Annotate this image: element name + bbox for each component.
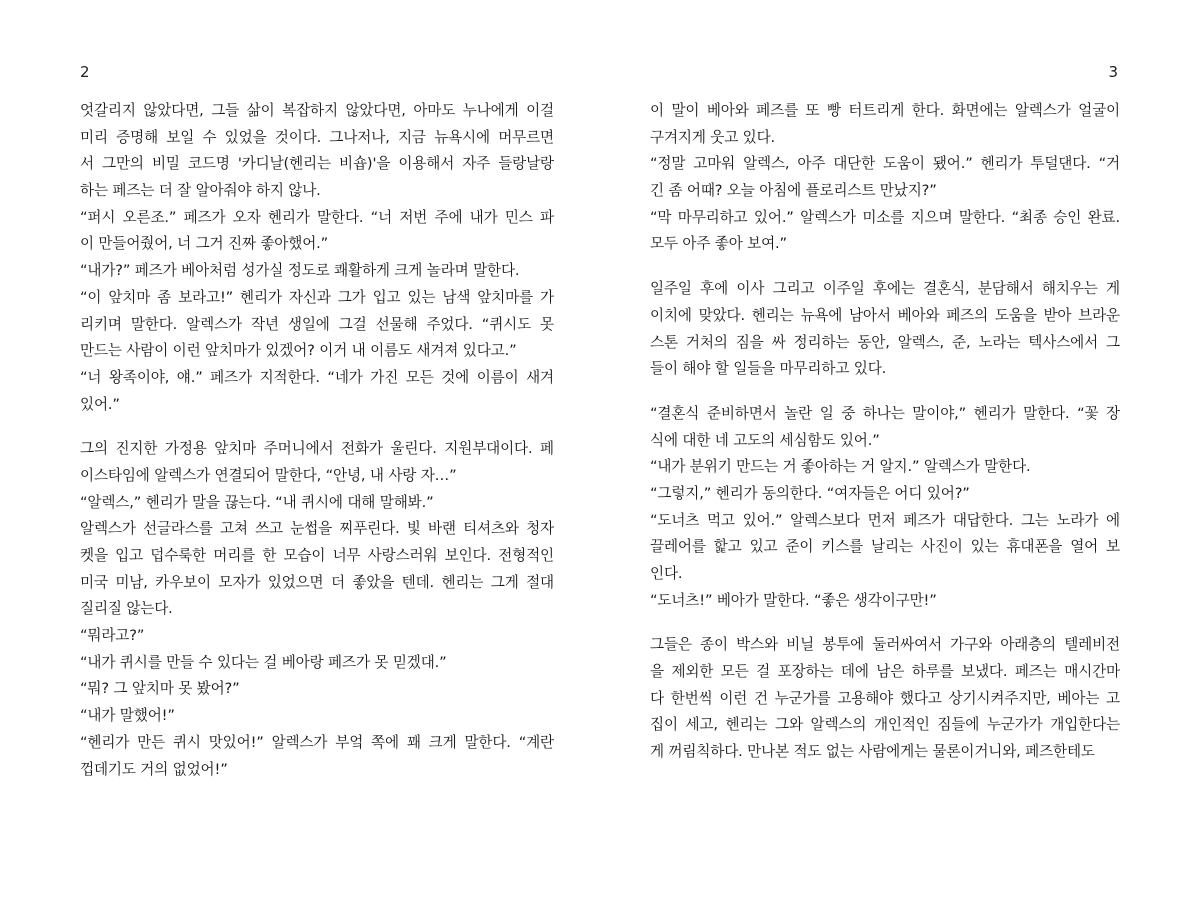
text-line: 이 말이 베아와 페즈를 또 빵 터트리게 한다. 화면에는 알렉스가 얼굴이 — [650, 102, 1120, 119]
paragraph — [80, 285, 554, 365]
text-line: 하는 페즈는 더 잘 알아줘야 하지 않나. — [80, 182, 321, 200]
text-line: “알렉스,” 헨리가 말을 끊는다. “내 퀴시에 대해 말해봐.” — [80, 493, 434, 511]
text-line: “이 앞치마 좀 보라고!” 헨리가 자신과 그가 입고 있는 남색 앞치마를 가 — [80, 288, 554, 306]
text-line: 스톤 거처의 짐을 싸 정리하는 동안, 알렉스, 준, 노라는 텍사스에서 그 — [650, 333, 1120, 351]
right-page-text — [650, 98, 1120, 766]
text-line: “뭐? 그 앞치마 못 봤어?” — [80, 680, 240, 698]
text-line: 다 한번씩 이런 건 누군가를 고용해야 했다고 상기시켜주지만, 베아는 고 — [650, 689, 1120, 707]
text-line: “헨리가 만든 퀴시 맛있어!” 알렉스가 부엌 쪽에 꽤 크게 말한다. “계란 — [80, 733, 554, 751]
paragraph — [650, 205, 1120, 258]
text-line: 긴 좀 어때? 오늘 아침에 플로리스트 만났지?” — [650, 182, 937, 200]
text-line: 끌레어를 핥고 있고 준이 키스를 날리는 사진이 있는 휴대폰을 열어 보 — [650, 538, 1120, 556]
paragraph — [650, 276, 1120, 383]
text-line: “내가?” 페즈가 베아처럼 성가실 정도로 쾌활하게 크게 놀라며 말한다. — [80, 262, 520, 280]
text-line: 있어.” — [80, 395, 120, 413]
text-line: 이치에 맞았다. 헨리는 뉴욕에 남아서 베아와 페즈의 도움을 받아 브라운 — [650, 306, 1120, 324]
paragraph-gap — [650, 614, 1120, 632]
paragraph — [80, 205, 554, 258]
text-line: 켓을 입고 덥수룩한 머리를 한 모습이 너무 사랑스러워 보인다. 전형적인 — [80, 547, 554, 564]
text-line: 만드는 사람이 이런 앞치마가 있겠어? 이거 내 이름도 새겨져 있다고.” — [80, 342, 517, 360]
text-line: 이 만들어줬어, 너 그거 진짜 좋아했어.” — [80, 235, 329, 253]
text-line: 리키며 말한다. 알렉스가 작년 생일에 그걸 선물해 주었다. “퀴시도 못 — [80, 315, 554, 333]
text-line: 들이 해야 할 일들을 마무리하고 있다. — [650, 360, 887, 378]
text-line: 서 그만의 비밀 코드명 '카디날(헨리는 비숍)'을 이용해서 자주 들랑날랑 — [80, 155, 554, 173]
text-line: 껍데기도 거의 없었어!” — [80, 760, 228, 778]
paragraph — [80, 650, 554, 677]
paragraph — [650, 508, 1120, 588]
paragraph — [650, 632, 1120, 765]
text-line: “막 마무리하고 있어.” 알렉스가 미소를 지으며 말한다. “최종 승인 완료. — [650, 208, 1120, 226]
paragraph — [80, 730, 554, 783]
paragraph — [650, 401, 1120, 454]
text-line: 일주일 후에 이사 그리고 이주일 후에는 결혼식, 분담해서 해치우는 게 — [650, 280, 1120, 298]
page-number-right: 3 — [1108, 63, 1118, 81]
paragraph — [80, 516, 554, 623]
text-line: “내가 분위기 만드는 거 좋아하는 거 알지.” 알렉스가 말한다. — [650, 458, 1031, 476]
paragraph — [650, 481, 1120, 508]
text-line: 모두 아주 좋아 보여.” — [650, 235, 787, 253]
paragraph — [80, 676, 554, 703]
text-line: “도너츠!” 베아가 말한다. “좋은 생각이구만!” — [650, 591, 937, 609]
text-line: 을 제외한 모든 걸 포장하는 데에 남은 하루를 보냈다. 페즈는 매시간마 — [650, 663, 1120, 681]
text-line: 엇갈리지 않았다면, 그들 삶이 복잡하지 않았다면, 아마도 누나에게 이걸 — [80, 102, 554, 119]
text-line: 알렉스가 선글라스를 고쳐 쓰고 눈썹을 찌푸린다. 빛 바랜 티셔츠와 청자 — [80, 520, 554, 538]
text-line: 미국 미남, 카우보이 모자가 있었으면 더 좋았을 텐데. 헨리는 그게 절대 — [80, 573, 554, 591]
paragraph-gap — [650, 383, 1120, 401]
text-line: “그렇지,” 헨리가 동의한다. “여자들은 어디 있어?” — [650, 484, 970, 502]
paragraph-gap — [650, 258, 1120, 276]
paragraph — [80, 490, 554, 517]
paragraph — [80, 703, 554, 730]
paragraph-gap — [80, 418, 554, 436]
paragraph — [650, 98, 1120, 151]
paragraph — [80, 258, 554, 285]
text-line: “너 왕족이야, 얘.” 페즈가 지적한다. “네가 가진 모든 것에 이름이 새겨 — [80, 368, 554, 386]
text-line: “도너츠 먹고 있어.” 알렉스보다 먼저 페즈가 대답한다. 그는 노라가 에 — [650, 511, 1120, 529]
paragraph — [80, 623, 554, 650]
text-line: 집이 세고, 헨리는 그와 알렉스의 개인적인 짐들에 누군가가 개입한다는 — [650, 716, 1120, 734]
text-line: 식에 대한 네 고도의 세심함도 있어.” — [650, 431, 880, 449]
text-line: 미리 증명해 보일 수 있었을 것이다. 그나저나, 지금 뉴욕시에 머무르면 — [80, 128, 554, 146]
left-page-text — [80, 98, 554, 783]
text-line: 이스타임에 알렉스가 연결되어 말한다, “안녕, 내 사랑 자…” — [80, 466, 457, 484]
paragraph — [80, 98, 554, 205]
text-line: “결혼식 준비하면서 놀란 일 중 하나는 말이야,” 헨리가 말한다. “꽃 장 — [650, 404, 1120, 422]
text-line: “퍼시 오른조.” 페즈가 오자 헨리가 말한다. “너 저번 주에 내가 민스 파 — [80, 208, 554, 226]
text-line: 그의 진지한 가정용 앞치마 주머니에서 전화가 울린다. 지원부대이다. 페 — [80, 440, 554, 458]
paragraph — [80, 436, 554, 489]
page-number-left: 2 — [80, 63, 90, 81]
text-line: 인다. — [650, 565, 683, 582]
text-line: 구겨지게 웃고 있다. — [650, 128, 776, 146]
text-line: 질리질 않는다. — [80, 600, 173, 618]
right-page — [600, 0, 1200, 898]
paragraph — [650, 151, 1120, 204]
text-line: “정말 고마워 알렉스, 아주 대단한 도움이 됐어.” 헨리가 투덜댄다. “거 — [650, 155, 1120, 173]
paragraph — [650, 588, 1120, 615]
paragraph — [650, 454, 1120, 481]
text-line: 그들은 종이 박스와 비닐 봉투에 둘러싸여서 가구와 아래층의 텔레비전 — [650, 636, 1120, 654]
text-line: “뭐라고?” — [80, 627, 145, 645]
text-line: “내가 퀴시를 만들 수 있다는 걸 베아랑 페즈가 못 믿겠대.” — [80, 653, 447, 671]
text-line: “내가 말했어!” — [80, 707, 175, 725]
text-line: 게 꺼림칙하다. 만나본 적도 없는 사람에게는 물론이거니와, 페즈한테도 — [650, 743, 1095, 761]
paragraph — [80, 365, 554, 418]
